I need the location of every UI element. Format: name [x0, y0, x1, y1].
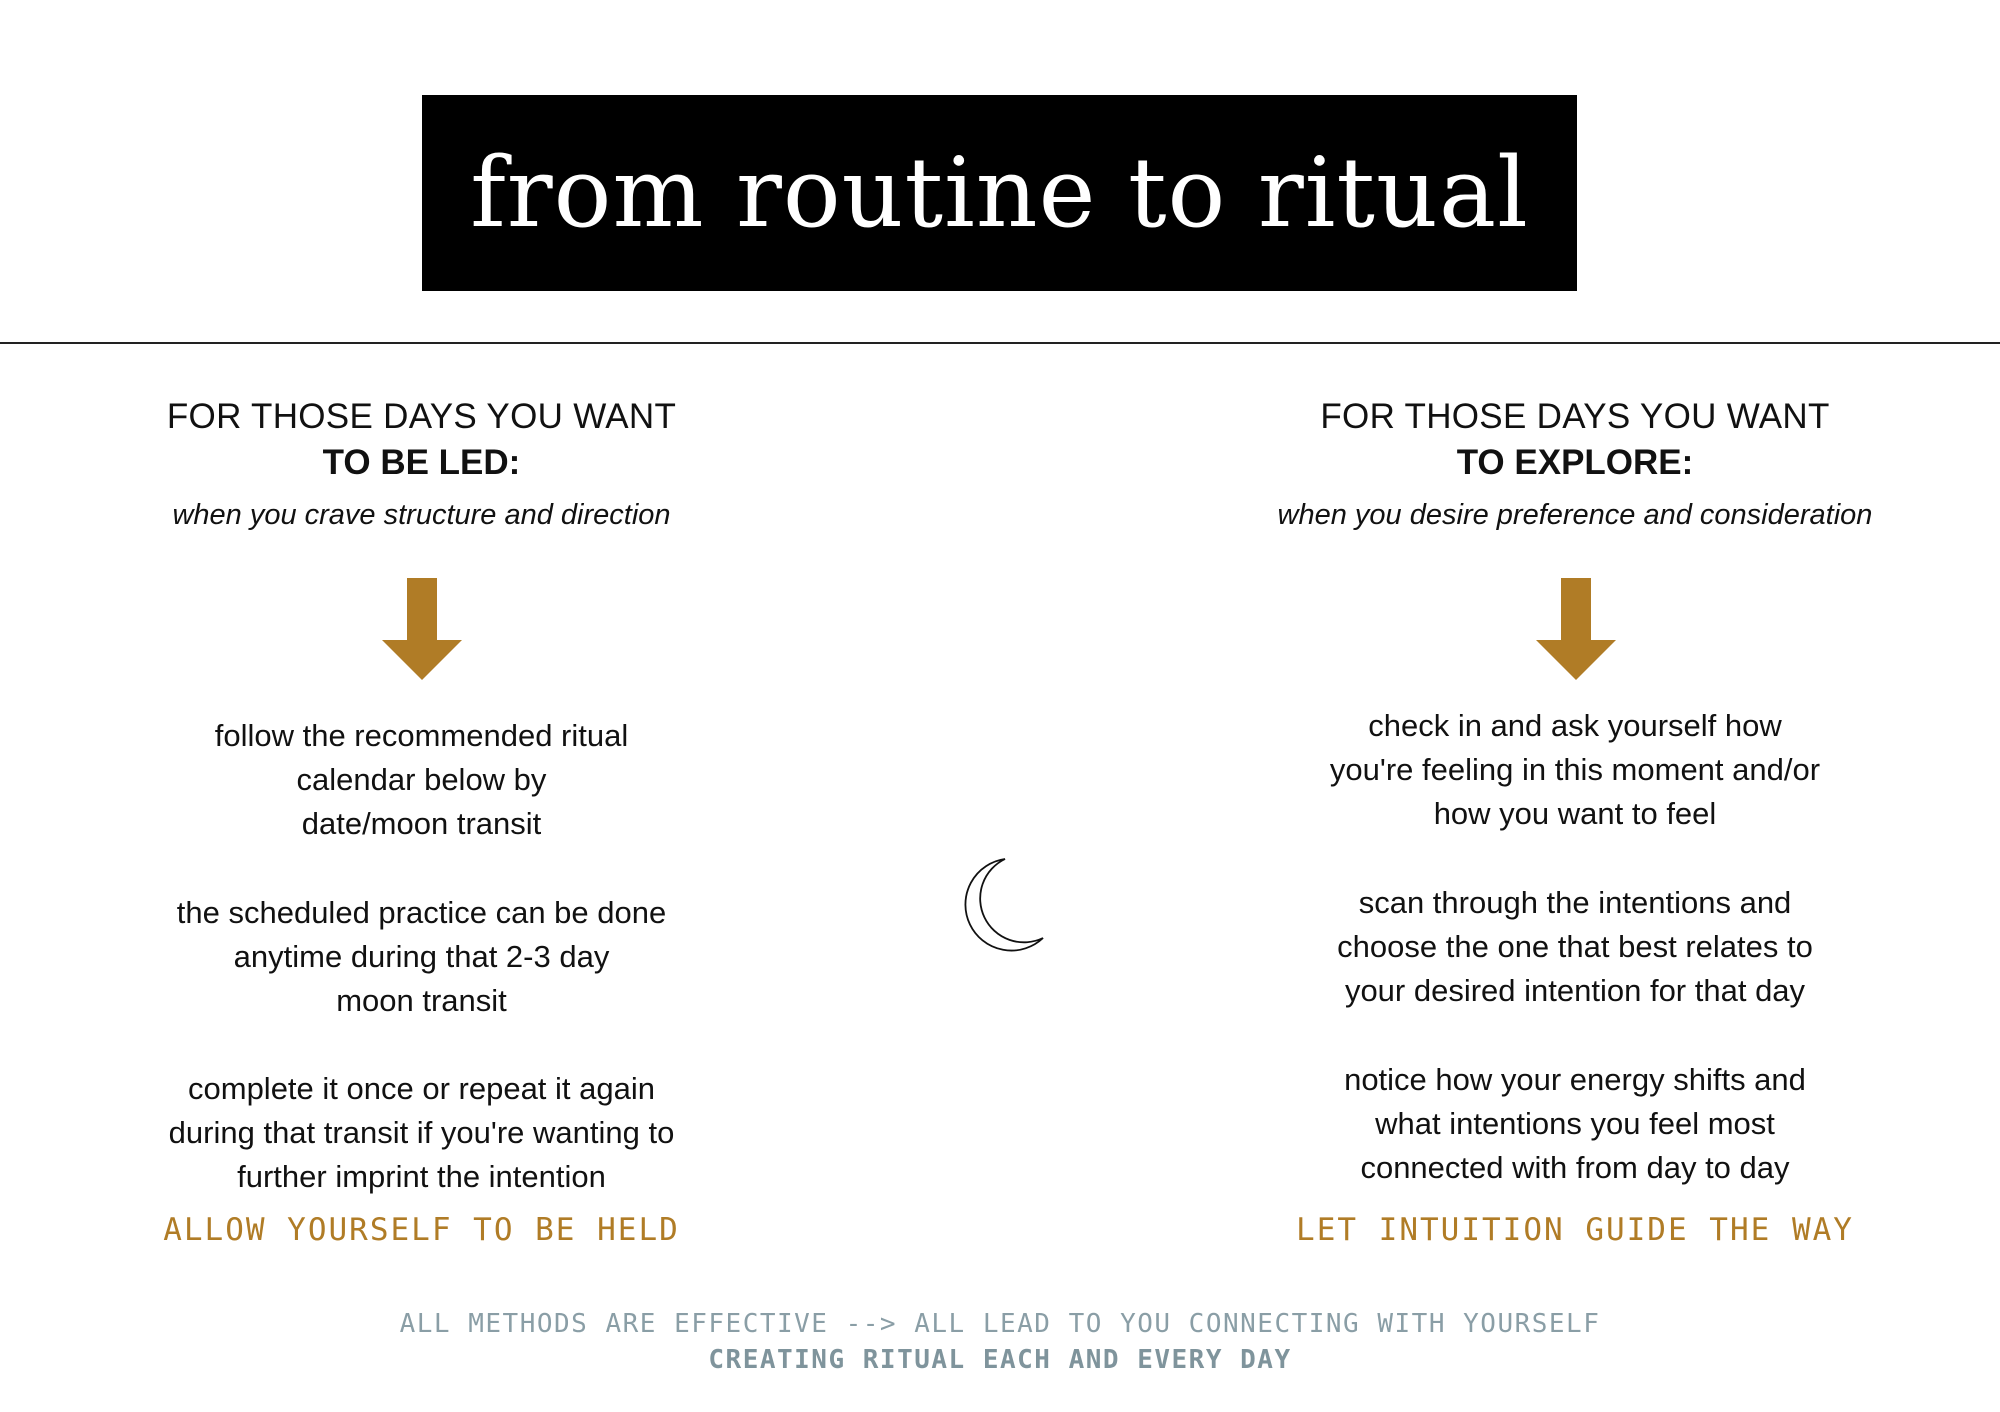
down-arrow-icon — [1536, 578, 1616, 680]
left-heading-line2: TO BE LED: — [322, 443, 521, 482]
right-heading-line2: TO EXPLORE: — [1456, 443, 1694, 482]
title-banner — [422, 95, 1577, 291]
right-paragraph-2: scan through the intentions and choose the one that best relates to your desired intention for that day — [1337, 885, 1813, 1008]
left-heading-line1: FOR THOSE DAYS YOU WANT — [166, 397, 677, 436]
left-paragraph-3: complete it once or repeat it again during that transit if you're wanting to further imprint the intention — [168, 1071, 675, 1194]
footer-line-1: ALL METHODS ARE EFFECTIVE --> ALL LEAD TO YOU CONNECTING WITH YOURSELF — [399, 1309, 1601, 1339]
left-paragraph-1: follow the recommended ritual calendar below by date/moon transit — [214, 718, 629, 841]
page-title: from routine to ritual — [470, 137, 1529, 249]
divider — [0, 342, 2000, 344]
crescent-moon-icon — [955, 855, 1055, 955]
left-motto: ALLOW YOURSELF TO BE HELD — [163, 1212, 680, 1248]
right-paragraph-3: notice how your energy shifts and what intentions you feel most connected with from day to day — [1344, 1062, 1806, 1185]
right-paragraph-1: check in and ask yourself how you're feeling in this moment and/or how you want to feel — [1329, 708, 1821, 831]
right-subtitle: when you desire preference and consideration — [1277, 499, 1873, 531]
right-motto: LET INTUITION GUIDE THE WAY — [1296, 1212, 1854, 1248]
right-heading-line1: FOR THOSE DAYS YOU WANT — [1320, 397, 1830, 436]
left-paragraph-2: the scheduled practice can be done anytime during that 2-3 day moon transit — [176, 895, 667, 1018]
down-arrow-icon — [382, 578, 462, 680]
footer-line-2: CREATING RITUAL EACH AND EVERY DAY — [708, 1345, 1292, 1375]
left-subtitle: when you crave structure and direction — [172, 499, 671, 531]
